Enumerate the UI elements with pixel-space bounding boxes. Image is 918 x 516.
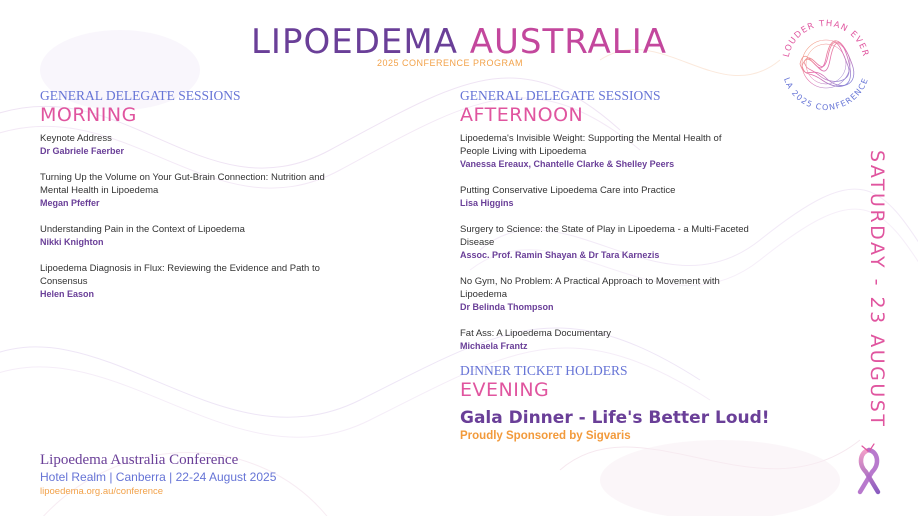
session-item — [40, 171, 330, 210]
conference-name: Lipoedema Australia Conference — [40, 452, 239, 468]
session-title: Lipoedema's Invisible Weight: Supporting the Mental Health of People Living with Lipoedema — [460, 133, 722, 157]
session-speaker: Vanessa Ereaux, Chantelle Clarke & Shelley Peers — [460, 159, 675, 169]
session-speaker: Megan Pfeffer — [40, 198, 100, 208]
session-speaker: Assoc. Prof. Ramin Shayan & Dr Tara Karnezis — [460, 250, 660, 260]
session-title: Fat Ass: A Lipoedema Documentary — [460, 328, 612, 339]
morning-section-label: GENERAL DELEGATE SESSIONS — [40, 88, 241, 103]
brand-title-part2: AUSTRALIA — [469, 22, 668, 62]
session-item — [460, 275, 750, 314]
session-item — [460, 327, 750, 353]
evening-section-title: EVENING — [460, 379, 550, 401]
morning-column — [40, 88, 330, 314]
date-vertical-text: SATURDAY - 23 AUGUST — [866, 150, 888, 429]
brand-title-part1: LIPOEDEMA — [250, 22, 458, 62]
session-item — [460, 223, 750, 262]
session-speaker: Nikki Knighton — [40, 237, 104, 247]
session-title: Turning Up the Volume on Your Gut-Brain Connection: Nutrition and Mental Health in Lipoedema — [40, 172, 325, 196]
conference-footer — [40, 451, 380, 499]
session-item — [460, 132, 750, 171]
session-item — [40, 223, 330, 249]
badge-bottom-text: LA 2025 CONFERENCE — [781, 76, 871, 113]
svg-text:LA 2025 CONFERENCE — [782, 76, 870, 112]
sponsor-text: Proudly Sponsored by Sigvaris — [460, 430, 631, 442]
evening-section — [460, 363, 800, 443]
session-title: Putting Conservative Lipoedema Care into Practice — [460, 185, 676, 196]
session-speaker: Michaela Frantz — [460, 341, 528, 351]
session-title: Lipoedema Diagnosis in Flux: Reviewing the Evidence and Path to Consensus — [40, 263, 320, 287]
svg-text:LOUDER THAN EVER — [782, 19, 871, 58]
session-speaker: Dr Belinda Thompson — [460, 302, 554, 312]
session-item — [460, 184, 750, 210]
conference-url: lipoedema.org.au/conference — [40, 486, 164, 497]
session-title: Keynote Address — [40, 133, 112, 144]
session-item — [40, 262, 330, 301]
session-title: Surgery to Science: the State of Play in Lipoedema - a Multi-Faceted Disease — [460, 224, 749, 248]
session-title: No Gym, No Problem: A Practical Approach to Movement with Lipoedema — [460, 276, 720, 300]
program-subtitle: 2025 CONFERENCE PROGRAM — [376, 58, 524, 68]
session-speaker: Dr Gabriele Faerber — [40, 146, 125, 156]
awareness-ribbon-icon — [852, 442, 886, 500]
badge-top-text: LOUDER THAN EVER — [781, 18, 871, 59]
evening-section-label: DINNER TICKET HOLDERS — [460, 363, 628, 378]
session-item — [40, 132, 330, 158]
sound-wave-circle-icon — [770, 8, 882, 120]
conference-details: Hotel Realm | Canberra | 22-24 August 2025 — [40, 470, 277, 484]
session-speaker: Lisa Higgins — [460, 198, 514, 208]
afternoon-column — [460, 88, 750, 366]
gala-dinner-title: Gala Dinner - Life's Better Loud! — [460, 408, 770, 428]
morning-section-title: MORNING — [40, 104, 137, 126]
session-title: Understanding Pain in the Context of Lipoedema — [40, 224, 245, 235]
afternoon-section-title: AFTERNOON — [460, 104, 584, 126]
session-speaker: Helen Eason — [40, 289, 95, 299]
afternoon-section-label: GENERAL DELEGATE SESSIONS — [460, 88, 661, 103]
